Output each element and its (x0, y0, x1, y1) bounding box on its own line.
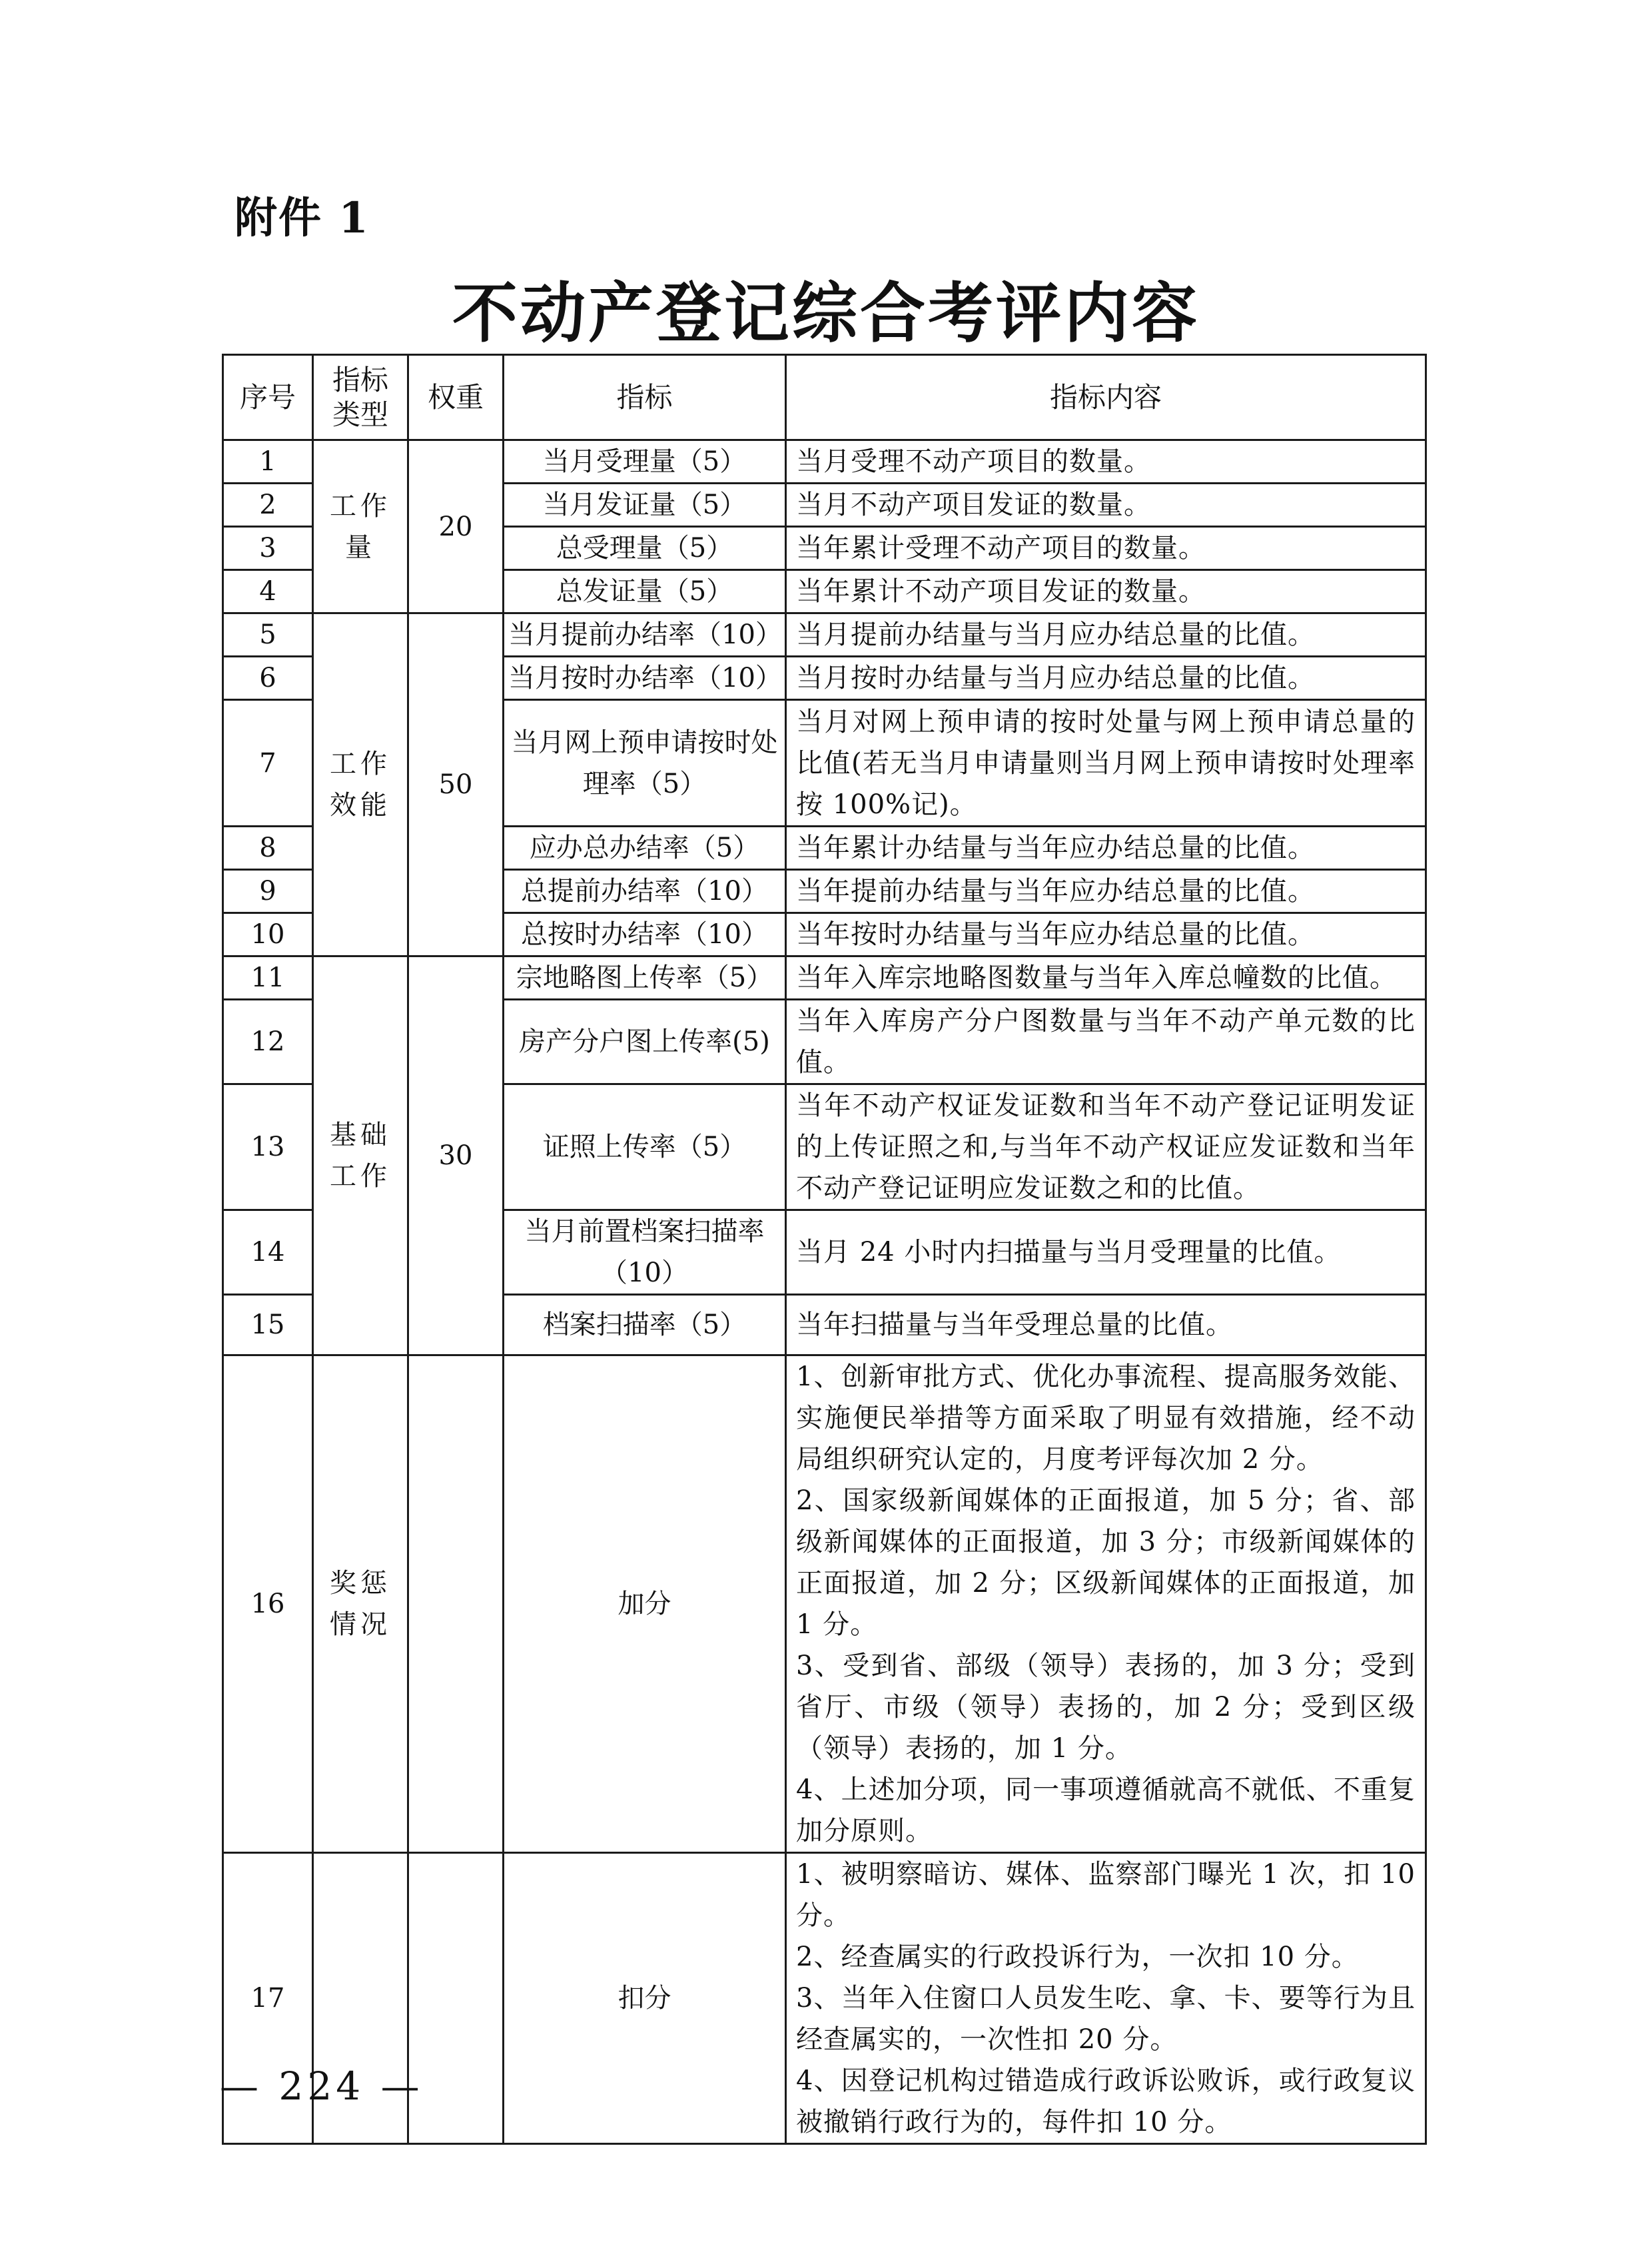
indicator-type (313, 613, 408, 956)
evaluation-table (222, 354, 1427, 2145)
indicator-cell: 扣分 (504, 1853, 786, 2144)
indicator-type (313, 440, 408, 613)
table-header-row (223, 355, 1426, 440)
indicator-type (313, 956, 408, 1355)
indicator-cell: 当月前置档案扫描率（10） (504, 1210, 786, 1295)
content-cell: 当月受理不动产项目的数量。 (786, 440, 1426, 484)
row-no: 8 (223, 827, 313, 870)
row-no: 14 (223, 1210, 313, 1295)
indicator-type-text: 奖惩 情况 (330, 1568, 391, 1640)
header-no: 序号 (223, 355, 313, 440)
table-row (223, 440, 1426, 484)
table-row (223, 956, 1426, 1000)
row-no: 2 (223, 484, 313, 527)
content-cell: 当年扫描量与当年受理总量的比值。 (786, 1295, 1426, 1355)
weight-cell: 30 (408, 956, 504, 1355)
header-indicator: 指标 (504, 355, 786, 440)
indicator-cell: 档案扫描率（5） (504, 1295, 786, 1355)
header-type: 指标 类型 (313, 355, 408, 440)
indicator-type-text: 工作 量 (330, 490, 391, 563)
row-no: 3 (223, 527, 313, 570)
table-row (223, 613, 1426, 657)
header-content: 指标内容 (786, 355, 1426, 440)
content-cell: 1、被明察暗访、媒体、监察部门曝光 1 次，扣 10 分。 2、经查属实的行政投诉行为，一次扣 10 分。 3、当年入住窗口人员发生吃、拿、卡、要等行为且经查属实的，一次性扣 20 分。 4、因登记机构过错造成行政诉讼败诉，或行政复议被撤销行政行为的，每件扣 10 分。 (786, 1853, 1426, 2144)
indicator-type-text: 基础 工作 (330, 1120, 391, 1192)
row-no: 6 (223, 657, 313, 700)
indicator-cell: 应办总办结率（5） (504, 827, 786, 870)
content-cell: 当年提前办结量与当年应办结总量的比值。 (786, 870, 1426, 913)
row-no: 13 (223, 1084, 313, 1210)
content-cell: 当月按时办结量与当月应办结总量的比值。 (786, 657, 1426, 700)
content-cell: 当年不动产权证发证数和当年不动产登记证明发证的上传证照之和,与当年不动产权证应发证数和当年不动产登记证明应发证数之和的比值。 (786, 1084, 1426, 1210)
weight-cell: 20 (408, 440, 504, 613)
indicator-cell: 当月网上预申请按时处理率（5） (504, 700, 786, 827)
page-number: — 224 — (220, 2063, 424, 2109)
row-no: 12 (223, 1000, 313, 1084)
attachment-label: 附件 1 (234, 193, 370, 243)
row-no: 7 (223, 700, 313, 827)
content-cell: 当月 24 小时内扫描量与当月受理量的比值。 (786, 1210, 1426, 1295)
content-cell: 当年按时办结量与当年应办结总量的比值。 (786, 913, 1426, 956)
indicator-cell: 总提前办结率（10） (504, 870, 786, 913)
row-no: 5 (223, 613, 313, 657)
document-title: 不动产登记综合考评内容 (452, 275, 1200, 352)
indicator-type (313, 1355, 408, 1853)
indicator-cell: 总按时办结率（10） (504, 913, 786, 956)
content-cell: 当年累计受理不动产项目的数量。 (786, 527, 1426, 570)
row-no: 15 (223, 1295, 313, 1355)
evaluation-table-container (222, 354, 1425, 2145)
row-no: 9 (223, 870, 313, 913)
content-cell: 当月对网上预申请的按时处量与网上预申请总量的比值(若无当月申请量则当月网上预申请按时处理率按 100%记)。 (786, 700, 1426, 827)
indicator-cell: 宗地略图上传率（5） (504, 956, 786, 1000)
content-cell: 当年累计办结量与当年应办结总量的比值。 (786, 827, 1426, 870)
indicator-cell: 当月受理量（5） (504, 440, 786, 484)
indicator-cell: 总发证量（5） (504, 570, 786, 613)
row-no: 17 (223, 1853, 313, 2144)
row-no: 4 (223, 570, 313, 613)
indicator-cell: 当月按时办结率（10） (504, 657, 786, 700)
header-weight: 权重 (408, 355, 504, 440)
indicator-cell: 当月发证量（5） (504, 484, 786, 527)
content-cell: 当月提前办结量与当月应办结总量的比值。 (786, 613, 1426, 657)
indicator-cell: 房产分户图上传率(5) (504, 1000, 786, 1084)
content-cell: 当月不动产项目发证的数量。 (786, 484, 1426, 527)
row-no: 1 (223, 440, 313, 484)
indicator-cell: 总受理量（5） (504, 527, 786, 570)
content-cell: 1、创新审批方式、优化办事流程、提高服务效能、实施便民举措等方面采取了明显有效措施，经不动局组织研究认定的，月度考评每次加 2 分。 2、国家级新闻媒体的正面报道，加 5 分；省、部级新闻媒体的正面报道，加 3 分；市级新闻媒体的正面报道，加 2 分；区级新闻媒体的正面报道，加 1 分。 3、受到省、部级（领导）表扬的，加 3 分；受到省厅、市级（领导）表扬的，加 2 分；受到区级（领导）表扬的，加 1 分。 4、上述加分项，同一事项遵循就高不就低、不重复加分原则。 (786, 1355, 1426, 1853)
row-no: 16 (223, 1355, 313, 1853)
weight-cell (408, 1355, 504, 1853)
row-no: 10 (223, 913, 313, 956)
indicator-cell: 当月提前办结率（10） (504, 613, 786, 657)
indicator-cell: 证照上传率（5） (504, 1084, 786, 1210)
table-row (223, 1355, 1426, 1853)
content-cell: 当年入库宗地略图数量与当年入库总幢数的比值。 (786, 956, 1426, 1000)
indicator-type-text: 工作 效能 (330, 749, 391, 821)
row-no: 11 (223, 956, 313, 1000)
weight-cell: 50 (408, 613, 504, 956)
content-cell: 当年累计不动产项目发证的数量。 (786, 570, 1426, 613)
content-cell: 当年入库房产分户图数量与当年不动产单元数的比值。 (786, 1000, 1426, 1084)
indicator-cell: 加分 (504, 1355, 786, 1853)
